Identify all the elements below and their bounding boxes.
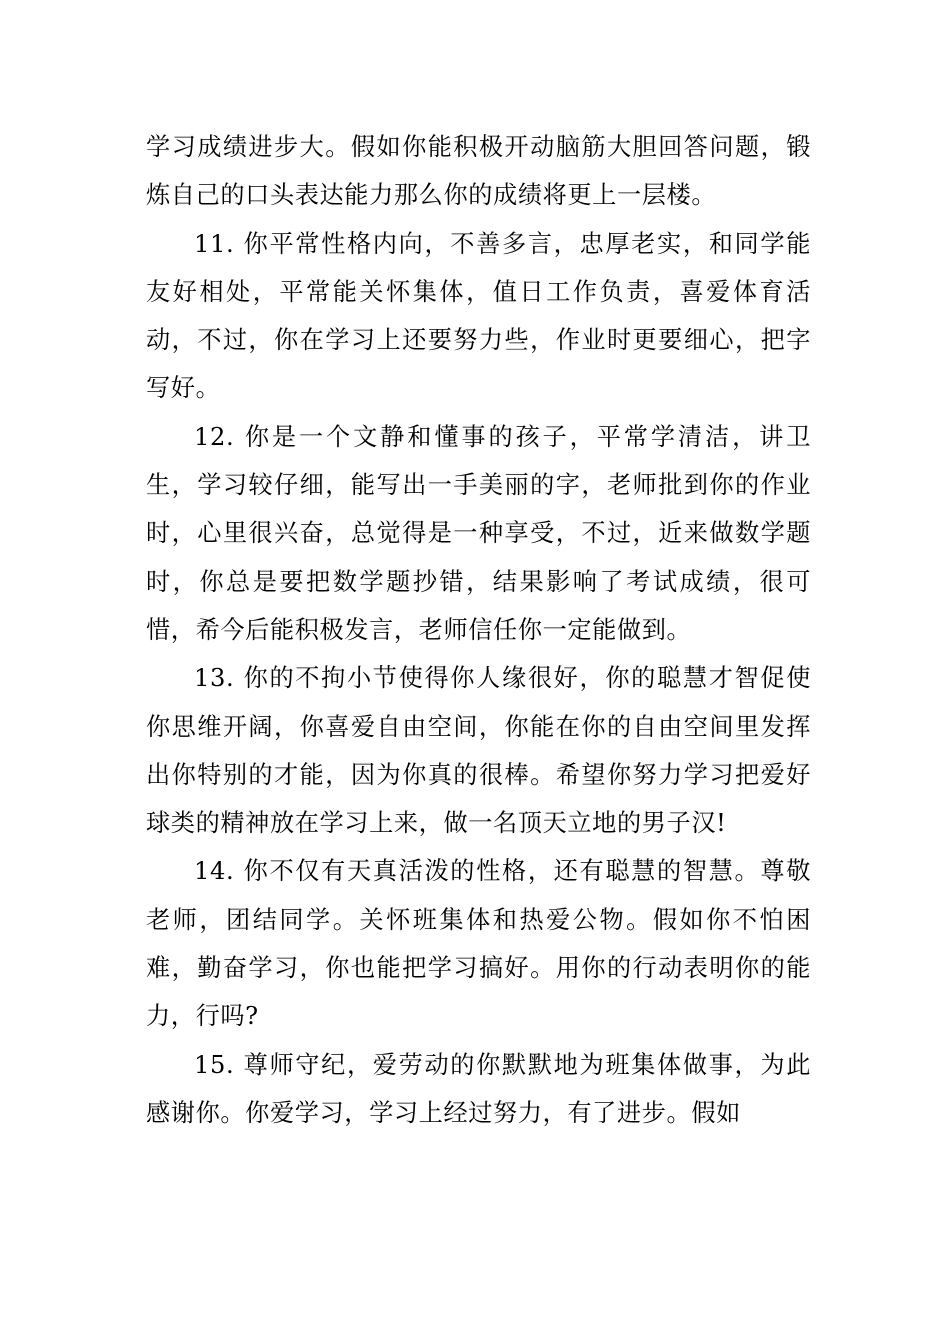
- paragraph-item-14: 14. 你不仅有天真活泼的性格，还有聪慧的智慧。尊敬老师，团结同学。关怀班集体和热爱公物。假如你不怕困难，勤奋学习，你也能把学习搞好。用你的行动表明你的能力，行吗?: [146, 857, 811, 1031]
- document-body: [146, 123, 811, 1137]
- paragraph-continuation: 学习成绩进步大。假如你能积极开动脑筋大胆回答问题，锻炼自己的口头表达能力那么你的成绩将更上一层楼。: [146, 133, 811, 210]
- paragraph-item-15: 15. 尊师守纪，爱劳动的你默默地为班集体做事，为此感谢你。你爱学习，学习上经过努力，有了进步。假如: [146, 1050, 811, 1127]
- paragraph-item-11: 11. 你平常性格内向，不善多言，忠厚老实，和同学能友好相处，平常能关怀集体，值日工作负责，喜爱体育活动，不过，你在学习上还要努力些，作业时更要细心，把字写好。: [146, 229, 811, 403]
- paragraph-item-12: 12. 你是一个文静和懂事的孩子，平常学清洁，讲卫生，学习较仔细，能写出一手美丽的字，老师批到你的作业时，心里很兴奋，总觉得是一种享受，不过，近来做数学题时，你总是要把数学题抄错，结果影响了考试成绩，很可惜，希今后能积极发言，老师信任你一定能做到。: [146, 422, 811, 644]
- paragraph-item-13: 13. 你的不拘小节使得你人缘很好，你的聪慧才智促使你思维开阔，你喜爱自由空间，你能在你的自由空间里发挥出你特别的才能，因为你真的很棒。希望你努力学习把爱好球类的精神放在学习上来，做一名顶天立地的男子汉!: [146, 664, 811, 838]
